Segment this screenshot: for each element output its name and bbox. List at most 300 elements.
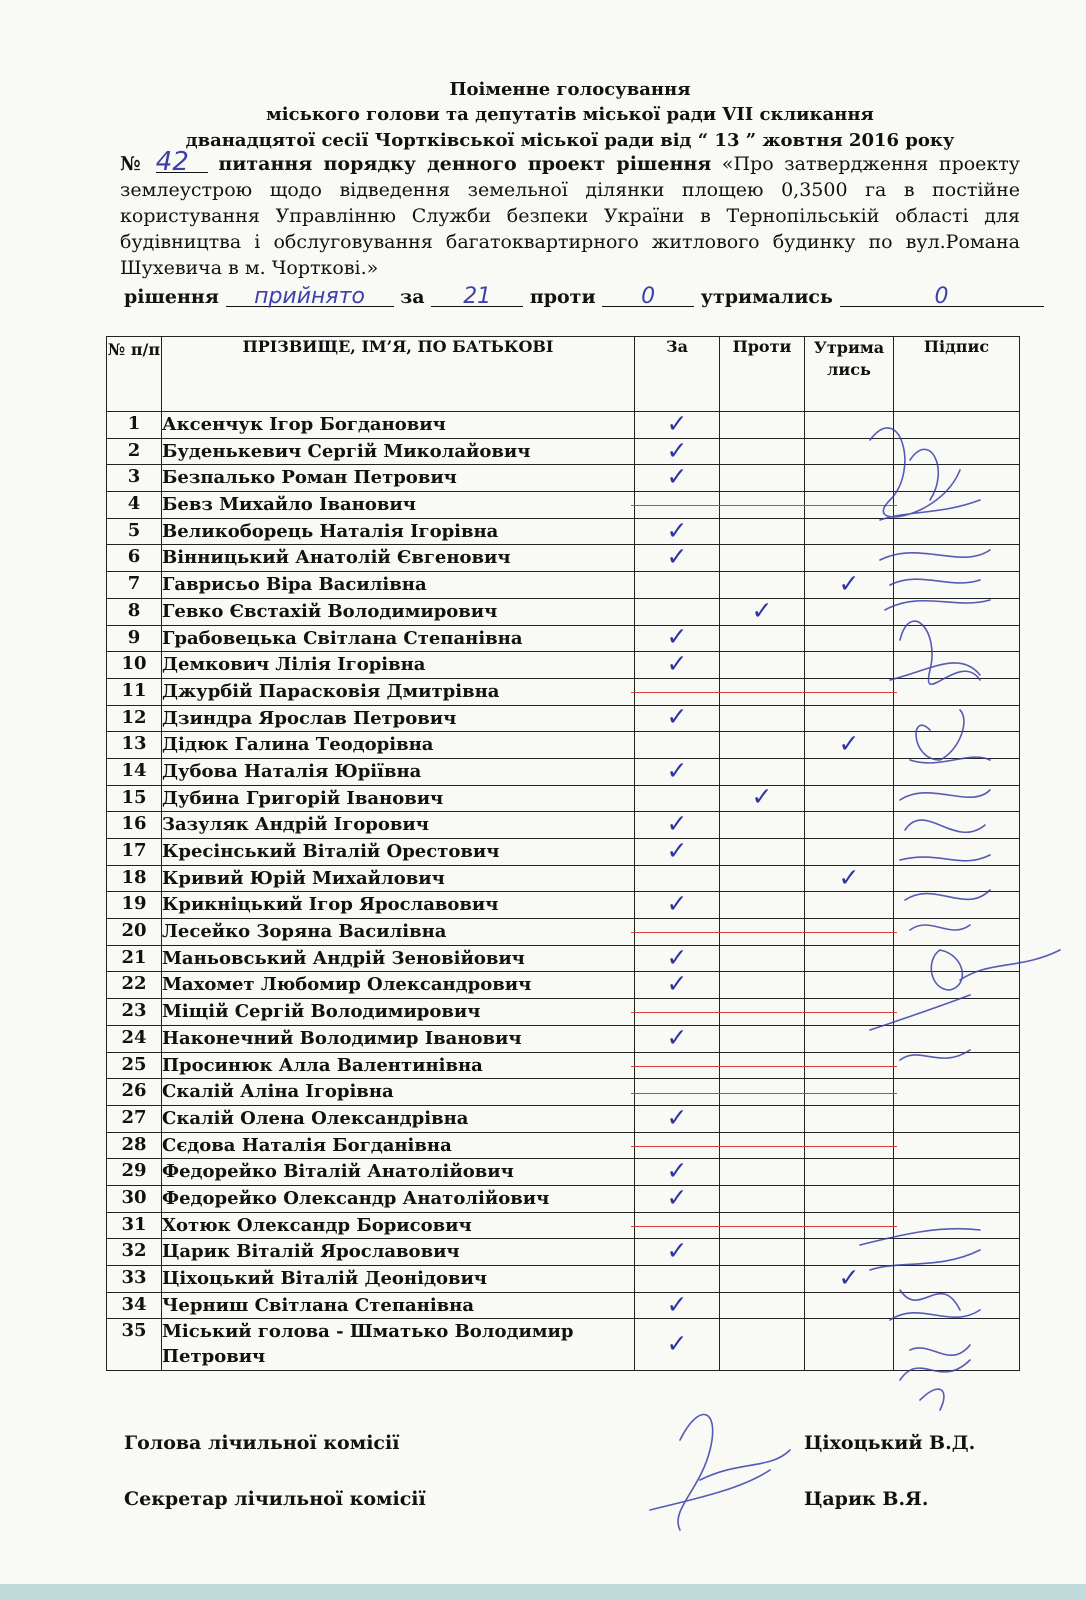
question-number: 42	[156, 152, 208, 173]
deputy-name: Федорейко Віталій Анатолійович	[162, 1159, 635, 1186]
table-row	[107, 1266, 1020, 1293]
checkmark-icon: ✓	[666, 515, 688, 545]
deputy-name: Черниш Світлана Степанівна	[162, 1292, 635, 1319]
table-row	[107, 465, 1020, 492]
deputy-name: Царик Віталій Ярославович	[162, 1239, 635, 1266]
signature-cell	[894, 625, 1020, 652]
row-number: 14	[107, 758, 162, 785]
vote-cell-against	[720, 625, 805, 652]
for-count: 21	[431, 288, 523, 307]
vote-cell-against	[720, 1079, 805, 1106]
table-row	[107, 1079, 1020, 1106]
deputy-name: Гевко Євстахій Володимирович	[162, 598, 635, 625]
decision-line	[124, 284, 1024, 310]
vote-cell-abstain	[805, 705, 894, 732]
votes-table-body	[107, 408, 1020, 1371]
checkmark-icon: ✓	[666, 622, 688, 652]
row-number: 18	[107, 865, 162, 892]
table-row	[107, 518, 1020, 545]
signature-scribble	[650, 1415, 790, 1530]
checkmark-icon: ✓	[666, 1182, 688, 1212]
vote-cell-against	[720, 1132, 805, 1159]
table-row	[107, 1052, 1020, 1079]
vote-cell-for	[635, 1132, 720, 1159]
checkmark-icon: ✓	[666, 542, 688, 572]
row-number: 35	[107, 1319, 162, 1371]
checkmark-icon: ✓	[666, 809, 688, 839]
signature-cell	[894, 1079, 1020, 1106]
vote-cell-for	[635, 1236, 720, 1266]
for-label: за	[400, 286, 425, 308]
signature-cell	[894, 999, 1020, 1026]
row-number: 31	[107, 1212, 162, 1239]
vote-cell-against	[720, 1212, 805, 1239]
secretary-name: Царик В.Я.	[804, 1488, 929, 1510]
vote-cell-for	[635, 785, 720, 812]
checkmark-icon: ✓	[666, 1022, 688, 1052]
strike-line	[801, 1146, 897, 1147]
table-row	[107, 1239, 1020, 1266]
question-text: «Про затвердження проекту землеустрою щодо відведення земельної ділянки площею 0,3500 га в постійне користування Управлінню Служби безпеки України в Тернопільській області для будівництва і обслуговування багатоквартирного житлового будинку по вул.Романа Шухевича в м. Чорткові.»	[120, 153, 1020, 279]
vote-cell-against	[720, 782, 805, 812]
row-number: 13	[107, 732, 162, 759]
checkmark-icon: ✓	[751, 595, 773, 625]
deputy-name: Кресінський Віталій Орестович	[162, 839, 635, 866]
vote-cell-for	[635, 1022, 720, 1052]
decision-value: прийнято	[226, 288, 394, 307]
vote-cell-abstain	[805, 919, 894, 946]
vote-cell-against	[720, 678, 805, 705]
table-row	[107, 785, 1020, 812]
vote-cell-abstain	[805, 1292, 894, 1319]
signature-cell	[894, 919, 1020, 946]
vote-cell-abstain	[805, 1212, 894, 1239]
checkmark-icon: ✓	[666, 435, 688, 465]
vote-cell-against	[720, 705, 805, 732]
table-row	[107, 758, 1020, 785]
signature-cell	[894, 1266, 1020, 1293]
table-row	[107, 812, 1020, 839]
vote-cell-for	[635, 1212, 720, 1239]
chair-line	[124, 1432, 976, 1454]
vote-cell-abstain	[805, 465, 894, 492]
strike-line	[631, 1066, 723, 1067]
vote-cell-for	[635, 542, 720, 572]
vote-cell-against	[720, 1159, 805, 1186]
table-row	[107, 438, 1020, 465]
table-row	[107, 1159, 1020, 1186]
header-signature: Підпис	[894, 337, 1020, 412]
signature-cell	[894, 865, 1020, 892]
strike-line	[631, 1012, 723, 1013]
checkmark-icon: ✓	[666, 1102, 688, 1132]
vote-cell-against	[720, 919, 805, 946]
signature-cell	[894, 545, 1020, 572]
deputy-name: Крикніцький Ігор Ярославович	[162, 892, 635, 919]
vote-cell-abstain	[805, 1025, 894, 1052]
vote-cell-for	[635, 919, 720, 946]
strike-line	[631, 1093, 723, 1094]
chair-label: Голова лічильної комісії	[124, 1432, 400, 1454]
deputy-name: Грабовецька Світлана Степанівна	[162, 625, 635, 652]
header-num: № п/п	[107, 337, 162, 412]
table-row	[107, 732, 1020, 759]
vote-cell-against	[720, 572, 805, 599]
abstain-label: утримались	[700, 286, 833, 308]
vote-cell-for	[635, 732, 720, 759]
vote-cell-for	[635, 1266, 720, 1293]
row-number: 1	[107, 412, 162, 439]
vote-cell-for	[635, 622, 720, 652]
header-name: ПРІЗВИЩЕ, ІМ’Я, ПО БАТЬКОВІ	[162, 337, 635, 412]
vote-cell-abstain	[805, 518, 894, 545]
vote-cell-for	[635, 1052, 720, 1079]
row-number: 24	[107, 1025, 162, 1052]
vote-cell-abstain	[805, 1105, 894, 1132]
vote-cell-against	[720, 812, 805, 839]
vote-cell-abstain	[805, 1132, 894, 1159]
abstain-count: 0	[840, 288, 1044, 307]
deputy-name: Джурбій Парасковія Дмитрівна	[162, 678, 635, 705]
vote-cell-abstain	[805, 945, 894, 972]
deputy-name: Бевз Михайло Іванович	[162, 492, 635, 519]
strike-line	[631, 505, 723, 506]
deputy-name: Скалій Аліна Ігорівна	[162, 1079, 635, 1106]
vote-cell-abstain	[805, 812, 894, 839]
vote-cell-abstain	[805, 1185, 894, 1212]
deputy-name: Буденькевич Сергій Миколайович	[162, 438, 635, 465]
table-row	[107, 1319, 1020, 1371]
vote-cell-against	[720, 1266, 805, 1293]
vote-cell-abstain	[805, 758, 894, 785]
row-number: 28	[107, 1132, 162, 1159]
signature-cell	[894, 438, 1020, 465]
row-number: 6	[107, 545, 162, 572]
row-number: 21	[107, 945, 162, 972]
signature-cell	[894, 1105, 1020, 1132]
row-number: 15	[107, 785, 162, 812]
vote-cell-for	[635, 835, 720, 866]
row-number: 33	[107, 1266, 162, 1293]
signature-cell	[894, 465, 1020, 492]
checkmark-icon: ✓	[666, 408, 688, 438]
checkmark-icon: ✓	[838, 729, 860, 759]
decision-label: рішення	[124, 286, 219, 308]
deputy-name: Міський голова - Шматько Володимир Петрович	[162, 1319, 635, 1371]
table-row	[107, 1185, 1020, 1212]
vote-cell-against	[720, 652, 805, 679]
strike-line	[801, 1066, 897, 1067]
signature-cell	[894, 972, 1020, 999]
row-number: 17	[107, 839, 162, 866]
vote-cell-abstain	[805, 785, 894, 812]
vote-cell-against	[720, 1105, 805, 1132]
signature-cell	[894, 1319, 1020, 1371]
row-number: 32	[107, 1239, 162, 1266]
table-row	[107, 865, 1020, 892]
vote-cell-against	[720, 1185, 805, 1212]
signature-cell	[894, 1292, 1020, 1319]
row-number: 23	[107, 999, 162, 1026]
deputy-name: Безпалько Роман Петрович	[162, 465, 635, 492]
row-number: 5	[107, 518, 162, 545]
signature-cell	[894, 945, 1020, 972]
signature-cell	[894, 1212, 1020, 1239]
agenda-question	[120, 147, 1020, 281]
vote-cell-abstain	[805, 492, 894, 519]
signature-cell	[894, 678, 1020, 705]
vote-cell-abstain	[805, 1239, 894, 1266]
table-row	[107, 999, 1020, 1026]
strike-line	[801, 1226, 897, 1227]
deputy-name: Сєдова Наталія Богданівна	[162, 1132, 635, 1159]
table-row	[107, 625, 1020, 652]
vote-cell-abstain	[805, 625, 894, 652]
deputy-name: Вінницький Анатолій Євгенович	[162, 545, 635, 572]
vote-cell-for	[635, 942, 720, 972]
checkmark-icon: ✓	[838, 1262, 860, 1292]
signature-cell	[894, 598, 1020, 625]
signature-cell	[894, 572, 1020, 599]
checkmark-icon: ✓	[666, 969, 688, 999]
signature-cell	[894, 1132, 1020, 1159]
vote-cell-for	[635, 1319, 720, 1371]
checkmark-icon: ✓	[666, 835, 688, 865]
row-number: 29	[107, 1159, 162, 1186]
vote-cell-against	[720, 758, 805, 785]
strike-line	[631, 932, 723, 933]
row-number: 7	[107, 572, 162, 599]
header-for: За	[635, 337, 720, 412]
vote-cell-for	[635, 809, 720, 839]
question-number-prefix: №	[120, 153, 146, 175]
signature-scribble	[920, 1389, 944, 1410]
strike-line	[716, 692, 808, 693]
vote-cell-against	[720, 892, 805, 919]
signature-cell	[894, 492, 1020, 519]
checkmark-icon: ✓	[666, 942, 688, 972]
vote-cell-for	[635, 462, 720, 492]
row-number: 9	[107, 625, 162, 652]
strike-line	[716, 1146, 808, 1147]
table-header-row	[107, 337, 1020, 412]
vote-cell-abstain	[805, 1159, 894, 1186]
vote-cell-for	[635, 969, 720, 999]
vote-cell-for	[635, 702, 720, 732]
row-number: 12	[107, 705, 162, 732]
deputy-name: Дубова Наталія Юріївна	[162, 758, 635, 785]
vote-cell-against	[720, 972, 805, 999]
strike-line	[801, 505, 897, 506]
table-row	[107, 705, 1020, 732]
signature-cell	[894, 892, 1020, 919]
deputy-name: Ціхоцький Віталій Деонідович	[162, 1266, 635, 1293]
doc-title: Поіменне голосування	[449, 79, 691, 100]
checkmark-icon: ✓	[666, 1236, 688, 1266]
question-label: питання порядку денного проект рішення	[218, 153, 712, 175]
deputy-name: Демкович Лілія Ігорівна	[162, 652, 635, 679]
vote-cell-against	[720, 999, 805, 1026]
table-row	[107, 839, 1020, 866]
strike-line	[716, 505, 808, 506]
vote-cell-abstain	[805, 545, 894, 572]
signature-cell	[894, 1025, 1020, 1052]
vote-cell-for	[635, 408, 720, 439]
signature-cell	[894, 785, 1020, 812]
header-against: Проти	[720, 337, 805, 412]
deputy-name: Зазуляк Андрій Ігорович	[162, 812, 635, 839]
checkmark-icon: ✓	[838, 568, 860, 598]
vote-cell-for	[635, 678, 720, 705]
strike-line	[801, 1012, 897, 1013]
deputy-name: Великоборець Наталія Ігорівна	[162, 518, 635, 545]
signature-cell	[894, 1185, 1020, 1212]
vote-cell-against	[720, 945, 805, 972]
vote-cell-against	[720, 412, 805, 439]
strike-line	[716, 1012, 808, 1013]
signature-cell	[894, 412, 1020, 439]
deputy-name: Дзиндра Ярослав Петрович	[162, 705, 635, 732]
signature-cell	[894, 518, 1020, 545]
signature-cell	[894, 839, 1020, 866]
strike-line	[631, 1226, 723, 1227]
against-count: 0	[602, 288, 694, 307]
table-row	[107, 678, 1020, 705]
checkmark-icon: ✓	[666, 462, 688, 492]
deputy-name: Маньовський Андрій Зеновійович	[162, 945, 635, 972]
vote-cell-against	[720, 1292, 805, 1319]
vote-cell-abstain	[805, 972, 894, 999]
table-row	[107, 1212, 1020, 1239]
row-number: 30	[107, 1185, 162, 1212]
deputy-name: Дідюк Галина Теодорівна	[162, 732, 635, 759]
deputy-name: Хотюк Олександр Борисович	[162, 1212, 635, 1239]
checkmark-icon: ✓	[666, 649, 688, 679]
vote-cell-abstain	[805, 412, 894, 439]
row-number: 3	[107, 465, 162, 492]
checkmark-icon: ✓	[666, 1156, 688, 1186]
table-row	[107, 919, 1020, 946]
row-number: 25	[107, 1052, 162, 1079]
row-number: 16	[107, 812, 162, 839]
table-row	[107, 652, 1020, 679]
strike-line	[716, 1226, 808, 1227]
vote-cell-abstain	[805, 892, 894, 919]
vote-cell-for	[635, 1156, 720, 1186]
vote-cell-for	[635, 889, 720, 919]
chair-name: Ціхоцький В.Д.	[804, 1432, 976, 1454]
vote-cell-for	[635, 598, 720, 625]
vote-cell-abstain	[805, 678, 894, 705]
table-row	[107, 572, 1020, 599]
vote-cell-for	[635, 649, 720, 679]
vote-cell-for	[635, 1289, 720, 1319]
secretary-label: Секретар лічильної комісії	[124, 1488, 426, 1510]
vote-cell-against	[720, 1319, 805, 1371]
header-abstain: Утрима лись	[805, 337, 894, 412]
vote-cell-for	[635, 435, 720, 465]
vote-cell-for	[635, 1182, 720, 1212]
checkmark-icon: ✓	[666, 889, 688, 919]
vote-cell-abstain	[805, 729, 894, 759]
strike-line	[801, 1093, 897, 1094]
vote-cell-for	[635, 1079, 720, 1106]
table-row	[107, 972, 1020, 999]
vote-cell-against	[720, 595, 805, 625]
vote-cell-abstain	[805, 652, 894, 679]
signature-cell	[894, 1239, 1020, 1266]
row-number: 10	[107, 652, 162, 679]
table-row	[107, 1025, 1020, 1052]
vote-cell-abstain	[805, 1262, 894, 1293]
checkmark-icon: ✓	[838, 862, 860, 892]
row-number: 34	[107, 1292, 162, 1319]
vote-cell-against	[720, 438, 805, 465]
signature-cell	[894, 758, 1020, 785]
vote-cell-for	[635, 492, 720, 519]
vote-cell-against	[720, 545, 805, 572]
signature-cell	[894, 1159, 1020, 1186]
vote-cell-abstain	[805, 598, 894, 625]
session-line: дванадцятої сесії Чортківської міської ради від “ 13 ” жовтня 2016 року	[185, 130, 955, 151]
deputy-name: Просинюк Алла Валентинівна	[162, 1052, 635, 1079]
vote-cell-for	[635, 865, 720, 892]
vote-cell-against	[720, 1239, 805, 1266]
row-number: 11	[107, 678, 162, 705]
vote-cell-for	[635, 572, 720, 599]
deputy-name: Кривий Юрій Михайлович	[162, 865, 635, 892]
against-label: проти	[529, 286, 596, 308]
vote-cell-against	[720, 1025, 805, 1052]
signature-cell	[894, 652, 1020, 679]
row-number: 2	[107, 438, 162, 465]
row-number: 19	[107, 892, 162, 919]
vote-cell-abstain	[805, 438, 894, 465]
strike-line	[716, 932, 808, 933]
doc-subtitle: міського голови та депутатів міської ради VII скликання	[266, 104, 874, 125]
signature-cell	[894, 812, 1020, 839]
row-number: 22	[107, 972, 162, 999]
checkmark-icon: ✓	[666, 1289, 688, 1319]
table-row	[107, 1105, 1020, 1132]
deputy-name: Лесейко Зоряна Василівна	[162, 919, 635, 946]
vote-cell-abstain	[805, 839, 894, 866]
vote-cell-against	[720, 518, 805, 545]
vote-cell-against	[720, 492, 805, 519]
table-row	[107, 412, 1020, 439]
table-row	[107, 1132, 1020, 1159]
vote-cell-against	[720, 465, 805, 492]
vote-cell-abstain	[805, 1052, 894, 1079]
row-number: 20	[107, 919, 162, 946]
table-row	[107, 492, 1020, 519]
strike-line	[631, 692, 723, 693]
vote-cell-for	[635, 1102, 720, 1132]
vote-cell-abstain	[805, 568, 894, 599]
strike-line	[801, 932, 897, 933]
vote-cell-abstain	[805, 1079, 894, 1106]
checkmark-icon: ✓	[666, 1328, 688, 1358]
table-row	[107, 598, 1020, 625]
vote-cell-for	[635, 755, 720, 785]
checkmark-icon: ✓	[666, 702, 688, 732]
vote-cell-against	[720, 1052, 805, 1079]
row-number: 8	[107, 598, 162, 625]
vote-cell-against	[720, 865, 805, 892]
row-number: 4	[107, 492, 162, 519]
deputy-name: Дубина Григорій Іванович	[162, 785, 635, 812]
votes-table	[106, 336, 1020, 1371]
